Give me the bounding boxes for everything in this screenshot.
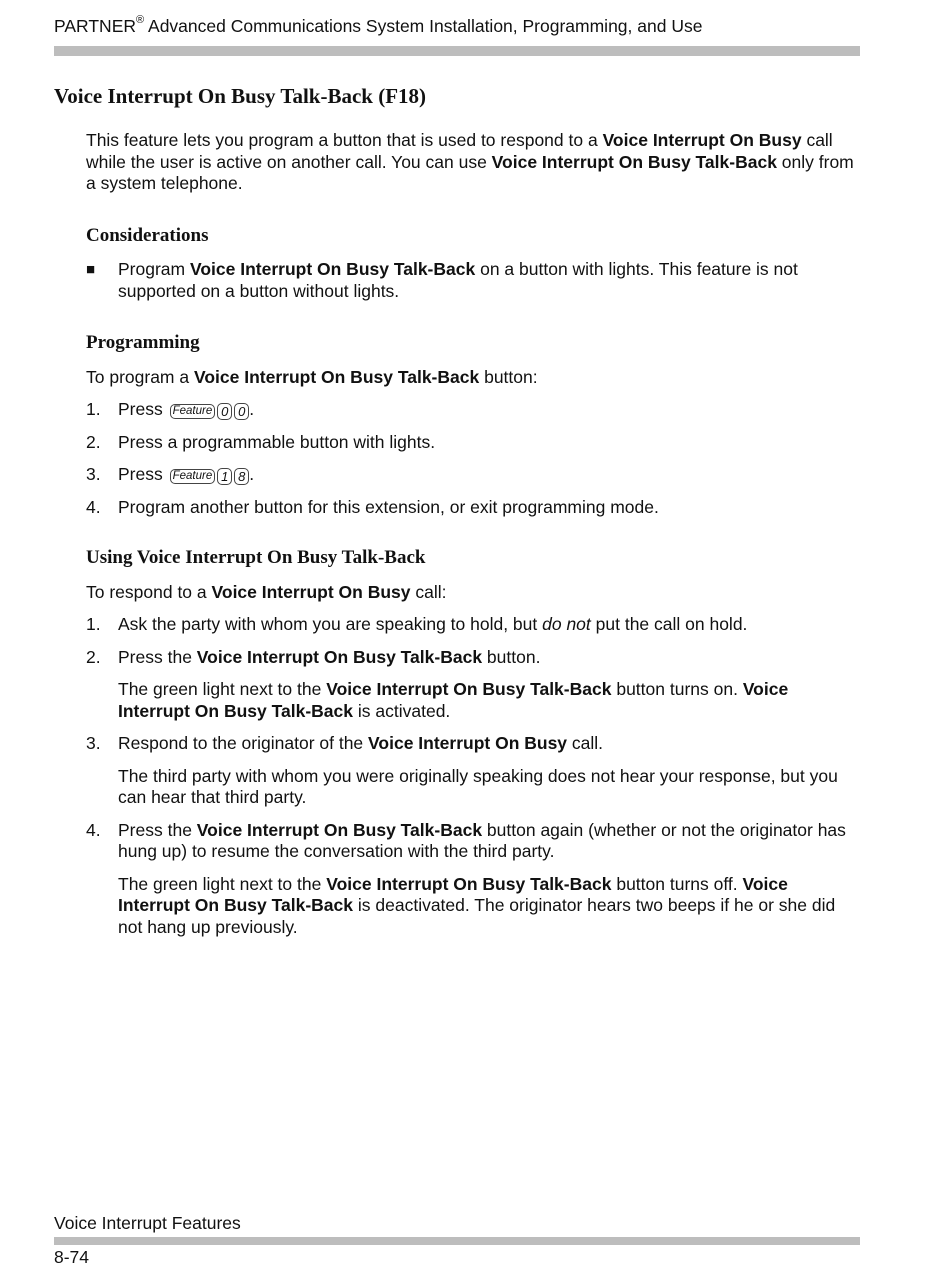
step-end: . xyxy=(249,464,255,484)
lead-text-1: To respond to a xyxy=(86,581,212,602)
bullet-square-icon: ■ xyxy=(86,261,96,278)
step-text: Press xyxy=(118,464,168,484)
programming-section xyxy=(86,332,862,518)
bullet-text-2: on a button with lights. This feature is not supported on a button without lights. xyxy=(118,259,798,301)
bullet-bold-1: Voice Interrupt On Busy Talk-Back xyxy=(189,259,476,279)
step-text-2: button. xyxy=(482,646,541,667)
running-header xyxy=(54,16,702,37)
lead-text-1: To program a xyxy=(86,366,194,387)
step-number: 3. xyxy=(86,733,101,753)
programming-heading: Programming xyxy=(86,332,200,353)
step-bold: Voice Interrupt On Busy xyxy=(368,733,568,753)
step-number: 3. xyxy=(86,464,101,484)
step-italic: do not xyxy=(542,614,591,634)
step-bold: Voice Interrupt On Busy Talk-Back xyxy=(196,819,483,840)
lead-bold-1: Voice Interrupt On Busy Talk-Back xyxy=(193,366,480,387)
using-heading: Using Voice Interrupt On Busy Talk-Back xyxy=(86,547,426,568)
step-end: . xyxy=(249,399,255,419)
dial-key-0-icon: 0 xyxy=(217,403,232,420)
intro-bold-1: Voice Interrupt On Busy xyxy=(602,130,802,150)
using-note-2 xyxy=(86,679,862,722)
programming-step xyxy=(86,399,862,421)
header-brand: PARTNER xyxy=(54,16,137,36)
feature-key-icon: Feature xyxy=(170,404,216,419)
using-note-4 xyxy=(86,874,862,939)
footer-section-title: Voice Interrupt Features xyxy=(54,1213,241,1233)
dial-key-1-icon: 1 xyxy=(217,468,232,485)
dial-key-0-icon: 0 xyxy=(234,403,249,420)
step-text-2: put the call on hold. xyxy=(590,614,748,634)
page-number: 8-74 xyxy=(54,1247,90,1267)
intro-text-3: only from a system telephone. xyxy=(86,151,854,193)
header-rest: Advanced Communications System Installation, Programming, and Use xyxy=(144,16,703,36)
intro-bold-2: Voice Interrupt On Busy Talk-Back xyxy=(491,151,777,172)
programming-step xyxy=(86,432,862,454)
programming-step xyxy=(86,497,862,519)
step-number: 1. xyxy=(86,614,101,634)
considerations-heading: Considerations xyxy=(86,224,209,246)
page-title: Voice Interrupt On Busy Talk-Back (F18) xyxy=(54,84,427,108)
note-bold-1: Voice Interrupt On Busy Talk-Back xyxy=(326,679,612,699)
step-number: 2. xyxy=(86,646,101,667)
using-note-3: The third party with whom you were originally speaking does not hear your response, but you can hear that third party. xyxy=(118,765,838,807)
note-bold-1: Voice Interrupt On Busy Talk-Back xyxy=(326,873,612,894)
step-text: Press xyxy=(118,399,168,419)
step-text-1: Respond to the originator of the xyxy=(118,733,369,753)
document-body xyxy=(86,130,862,949)
step-text: Program another button for this extension, or exit programming mode. xyxy=(118,496,659,517)
lead-text-2: call: xyxy=(410,581,447,602)
step-text: Press a programmable button with lights. xyxy=(118,431,436,452)
step-text-1: Ask the party with whom you are speaking to hold, but xyxy=(118,614,543,634)
note-bold-2: Voice Interrupt On Busy Talk-Back xyxy=(118,679,789,721)
bullet-text-1: Program xyxy=(118,259,190,279)
using-step-1 xyxy=(86,614,862,636)
using-step-4 xyxy=(86,820,862,863)
programming-step xyxy=(86,464,862,486)
using-section xyxy=(86,547,862,938)
using-step-3 xyxy=(86,733,862,755)
programming-lead xyxy=(86,367,862,389)
lead-text-2: button: xyxy=(479,366,538,387)
intro-text-2: call while the user is active on another call. You can use xyxy=(86,130,833,172)
intro-text-1: This feature lets you program a button that is used to respond to a xyxy=(86,130,603,150)
note-text-2: button turns off. xyxy=(611,873,743,894)
feature-key-icon: Feature xyxy=(170,469,216,484)
step-number: 4. xyxy=(86,819,101,840)
registered-mark: ® xyxy=(136,14,145,27)
lead-bold-1: Voice Interrupt On Busy xyxy=(211,581,411,602)
note-text-1: The green light next to the xyxy=(118,679,327,699)
note-text-3: is deactivated. The originator hears two beeps if he or she did not hang up previously. xyxy=(118,895,836,937)
note-text-2: button turns on. xyxy=(611,679,743,699)
step-bold: Voice Interrupt On Busy Talk-Back xyxy=(196,646,483,667)
considerations-section xyxy=(86,225,862,303)
step-text-1: Press the xyxy=(118,646,197,667)
note-text-1: The green light next to the xyxy=(118,873,327,894)
step-text-2: button again (whether or not the originator has hung up) to resume the conversation with the third party. xyxy=(118,819,846,861)
note-bold-2: Voice Interrupt On Busy Talk-Back xyxy=(118,873,788,915)
dial-key-8-icon: 8 xyxy=(234,468,249,485)
header-rule xyxy=(54,46,860,56)
step-number: 1. xyxy=(86,399,101,419)
using-lead xyxy=(86,582,862,604)
note-text-3: is activated. xyxy=(353,700,451,721)
step-text-2: call. xyxy=(567,733,604,753)
intro-paragraph xyxy=(86,130,862,195)
footer-rule xyxy=(54,1237,860,1245)
step-number: 4. xyxy=(86,496,101,517)
step-text-1: Press the xyxy=(118,819,197,840)
step-number: 2. xyxy=(86,431,101,452)
using-step-2 xyxy=(86,647,862,669)
considerations-bullet xyxy=(86,259,862,302)
